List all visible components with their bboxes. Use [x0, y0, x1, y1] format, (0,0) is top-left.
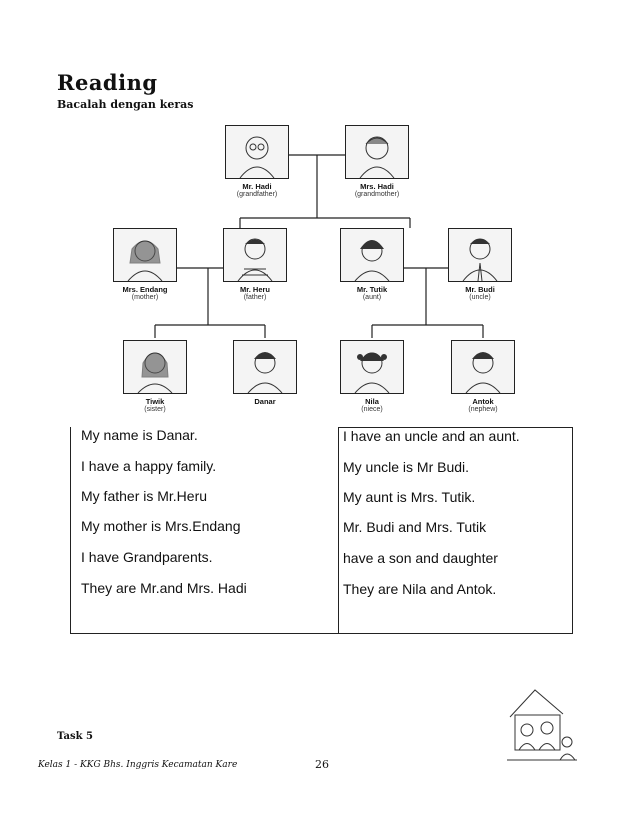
member-name: Nila — [365, 397, 379, 406]
family-tree — [110, 120, 530, 420]
member-mr-budi — [445, 228, 515, 302]
member-mrs-hadi — [342, 125, 412, 199]
portrait-icon — [113, 228, 177, 282]
reading-line: I have a happy family. — [81, 458, 217, 474]
member-name: Mr. Tutik — [356, 285, 388, 294]
member-name: Mr. Heru — [239, 285, 270, 294]
member-mrs-endang — [110, 228, 180, 302]
member-name: Mr. Hadi — [242, 182, 272, 191]
footer-text: Kelas 1 - KKG Bhs. Inggris Kecamatan Kare — [38, 760, 238, 770]
member-role: (nephew) — [468, 406, 498, 413]
member-name: Antok — [472, 397, 494, 406]
member-antok — [448, 340, 518, 414]
portrait-icon — [451, 340, 515, 394]
children-illustration-icon — [505, 682, 580, 767]
reading-line: I have an uncle and an aunt. — [343, 428, 520, 444]
reading-table — [70, 427, 573, 634]
reading-line: They are Mr.and Mrs. Hadi — [81, 580, 247, 596]
portrait-icon — [345, 125, 409, 179]
portrait-icon — [223, 228, 287, 282]
member-role: (sister) — [144, 406, 166, 413]
member-mr-heru — [220, 228, 290, 302]
reading-line: My uncle is Mr Budi. — [343, 459, 470, 475]
reading-line: have a son and daughter — [343, 550, 498, 566]
member-danar — [230, 340, 300, 406]
member-role: (grandmother) — [354, 191, 400, 198]
reading-line: My name is Danar. — [81, 427, 198, 443]
reading-line: My aunt is Mrs. Tutik. — [343, 489, 476, 505]
reading-line: They are Nila and Antok. — [343, 581, 497, 597]
reading-line: My father is Mr.Heru — [81, 488, 208, 504]
portrait-icon — [123, 340, 187, 394]
task-label: Task 5 — [57, 731, 93, 742]
member-name: Mrs. Endang — [122, 285, 168, 294]
member-role: (father) — [243, 294, 267, 301]
member-role: (grandfather) — [236, 191, 278, 198]
member-name: Mr. Budi — [465, 285, 495, 294]
reading-line: I have Grandparents. — [81, 549, 213, 565]
member-role: (niece) — [361, 406, 383, 413]
page-number: 26 — [315, 758, 329, 771]
member-nila — [337, 340, 407, 414]
member-tiwik — [120, 340, 190, 414]
portrait-icon — [448, 228, 512, 282]
reading-line: My mother is Mrs.Endang — [81, 518, 241, 534]
portrait-icon — [233, 340, 297, 394]
reading-line: Mr. Budi and Mrs. Tutik — [343, 519, 487, 535]
portrait-icon — [340, 340, 404, 394]
member-name: Mrs. Hadi — [360, 182, 394, 191]
member-name: Tiwik — [145, 397, 165, 406]
member-role: (mother) — [131, 294, 159, 301]
page-subtitle: Bacalah dengan keras — [57, 98, 194, 111]
member-mr-tutik — [337, 228, 407, 302]
member-name: Danar — [254, 397, 276, 406]
member-role: (uncle) — [469, 294, 491, 301]
page-title: Reading — [57, 70, 158, 95]
portrait-icon — [340, 228, 404, 282]
member-mr-hadi — [222, 125, 292, 199]
portrait-icon — [225, 125, 289, 179]
reading-column-left — [71, 427, 339, 633]
reading-column-right — [338, 427, 572, 633]
member-role: (aunt) — [362, 294, 382, 301]
